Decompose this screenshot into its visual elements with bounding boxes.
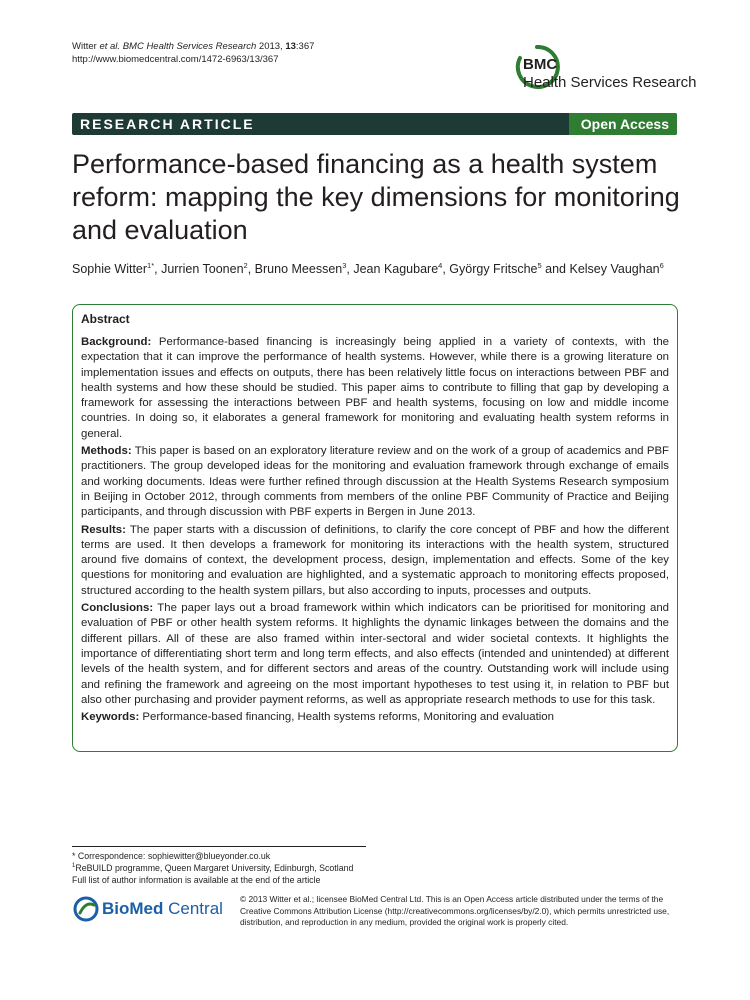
author-separator: , xyxy=(154,262,162,276)
section-label: Background: xyxy=(81,336,152,348)
author-name: Bruno Meessen xyxy=(254,262,343,276)
biomed-swoosh-icon xyxy=(72,895,100,923)
biomed-logo-central: Central xyxy=(168,899,223,918)
article-type-label: RESEARCH ARTICLE xyxy=(80,116,255,132)
author-list xyxy=(72,262,682,276)
abstract-background xyxy=(81,335,669,442)
section-label: Conclusions: xyxy=(81,602,154,615)
author-separator: , xyxy=(442,262,450,276)
citation-volume: 13 xyxy=(285,41,296,52)
paper-title: Performance-based financing as a health system reform: mapping the key dimensions for monitoring and evaluation xyxy=(72,149,680,245)
abstract-conclusions xyxy=(81,601,669,708)
author-affiliation-sup: 1* xyxy=(147,260,155,270)
section-label: Keywords: xyxy=(81,711,140,724)
affiliation-sup: 1 xyxy=(72,863,76,870)
journal-logo xyxy=(514,44,697,94)
section-label: Results: xyxy=(81,523,126,536)
author-separator: , xyxy=(346,262,354,276)
copyright-notice: © 2013 Witter et al.; licensee BioMed Central Ltd. This is an Open Access article distributed under the terms of the Creative Commons Attribution License (http://creativecommons.org/licenses/by/2.0), which permits unrestricted use, distribution, and reproduction in any medium, provided the original work is properly cited. xyxy=(240,894,670,927)
citation-author: Witter xyxy=(72,41,97,52)
section-text: This paper is based on an exploratory literature review and on the work of a group of academics and PBF practitioners. The group developed ideas for the monitoring and evaluation framework through exchange of emails and working documents. Ideas were further refined through discussion at the Health Systems Research symposium in Beijing in October 2012, through comments from members of the online PBF Community of Practice and Beijing participants, and through discussion with PBF experts in Bergen in June 2013. xyxy=(81,445,669,519)
abstract-results xyxy=(81,523,669,599)
affiliation-line xyxy=(72,862,353,874)
author-affiliation-sup: 6 xyxy=(659,260,664,270)
biomed-logo-bio: BioMed xyxy=(102,899,164,918)
author-info-note: Full list of author information is available at the end of the article xyxy=(72,875,321,885)
author-affiliation-sup: 2 xyxy=(243,260,248,270)
citation-header xyxy=(72,40,314,66)
author-name: Kelsey Vaughan xyxy=(569,262,660,276)
abstract-methods xyxy=(81,444,669,520)
abstract-heading: Abstract xyxy=(81,312,130,326)
author-separator: and xyxy=(541,262,570,276)
affiliation-text: ReBUILD programme, Queen Margaret University, Edinburgh, Scotland xyxy=(75,863,354,873)
abstract-box xyxy=(72,304,678,752)
biomed-logo-text xyxy=(102,899,223,919)
footnote-divider xyxy=(72,846,366,847)
citation-line xyxy=(72,40,314,53)
citation-article-number: :367 xyxy=(295,41,315,52)
section-label: Methods: xyxy=(81,445,132,458)
author-name: Sophie Witter xyxy=(72,262,148,276)
footnotes xyxy=(72,850,353,886)
author-separator: , xyxy=(247,262,255,276)
section-text: Performance-based financing, Health systems reforms, Monitoring and evaluation xyxy=(139,711,554,724)
citation-journal: et al. BMC Health Services Research xyxy=(99,41,257,52)
correspondence-line xyxy=(72,850,353,862)
author-affiliation-sup: 4 xyxy=(438,260,443,270)
correspondence-label: * Correspondence: xyxy=(72,851,146,861)
biomed-central-logo xyxy=(72,895,222,927)
journal-logo-brand: BMC xyxy=(523,56,558,73)
section-text: The paper lays out a broad framework within which indicators can be prioritised for monitoring and evaluation of PBF or other health system reforms. It highlights the dynamic linkages between the domains and the different pillars. All of these are also framed within inter-sectoral and wider societal contexts. It highlights the importance of differentiating short term and long term effects, and also effects (intended and unintended) at different levels of the health system, and for different sectors and areas of the country. Outstanding work will include using and refining the framework and agreeing on the most important hypotheses to test using it, in relation to PBF but also other purchasing and provider payment reforms, as well as appropriate research methods to use for this task. xyxy=(81,602,669,706)
journal-logo-name: Health Services Research xyxy=(523,74,697,91)
section-text: The paper starts with a discussion of definitions, to clarify the core concept of PBF and how the different terms are used. It then develops a framework for monitoring its interactions with the health system, structured around five domains of context, the development process, design, implementation and effects. Some of the key questions for monitoring and evaluation are highlighted, and a systematic approach to monitoring effects proposed, structured according to the health system pillars, but also according to inputs, processes and outputs. xyxy=(81,523,669,597)
author-name: Jurrien Toonen xyxy=(161,262,244,276)
article-type-bar xyxy=(72,113,677,135)
author-name: Jean Kagubare xyxy=(353,262,439,276)
author-name: György Fritsche xyxy=(449,262,538,276)
correspondence-email[interactable]: sophiewitter@blueyonder.co.uk xyxy=(147,851,271,861)
section-text: Performance-based financing is increasingly being applied in a variety of contexts, with the expectation that it can improve the performance of health systems. However, while there is a growing literature on implementation issues and effects on outputs, there has been relatively little focus on interactions between PBF and health systems and how these should be studied. This paper aims to contribute to filling that gap by developing a framework for assessing the interactions between PBF and health systems, focusing on low and middle income countries. In doing so, it elaborates a general framework for monitoring and evaluating health system reforms in general. xyxy=(81,336,669,440)
open-access-badge: Open Access xyxy=(569,113,677,135)
author-affiliation-sup: 5 xyxy=(537,260,542,270)
author-affiliation-sup: 3 xyxy=(342,260,347,270)
citation-url[interactable]: http://www.biomedcentral.com/1472-6963/13/367 xyxy=(72,54,279,65)
abstract-keywords xyxy=(81,710,669,725)
citation-year: 2013, xyxy=(258,41,283,52)
